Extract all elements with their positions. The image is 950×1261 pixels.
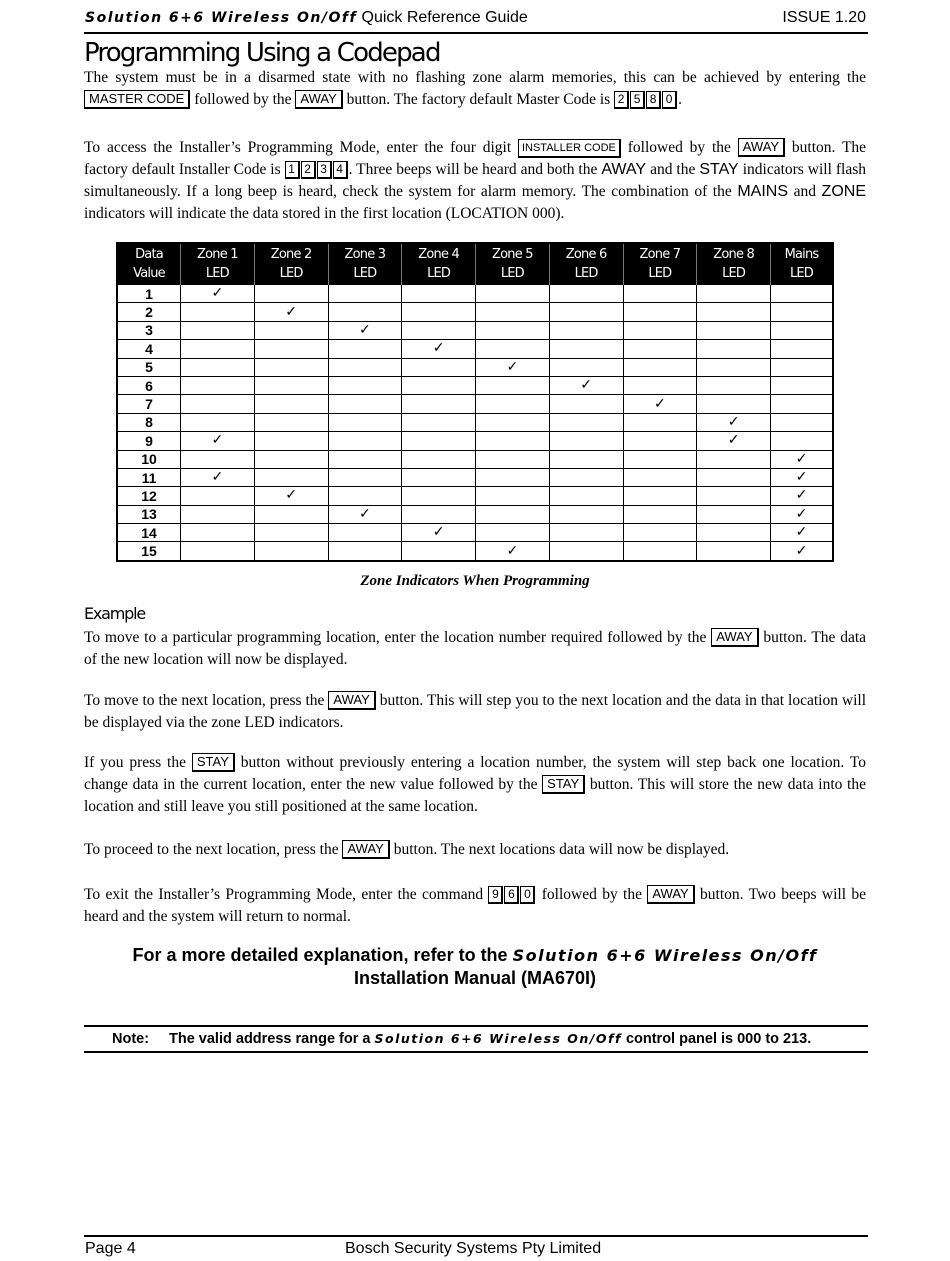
led-cell [476,505,550,523]
led-cell [476,340,550,358]
header-zone-col: Zone 6 LED [549,243,623,285]
check-icon: ✓ [795,470,808,486]
led-cell [549,450,623,468]
led-cell [697,376,771,394]
installer-code-key: INSTALLER CODE [518,139,621,158]
refer-text-b: Installation Manual (MA670I) [353,968,597,988]
header-zone-col: Zone 8 LED [697,243,771,285]
note-text [169,1027,811,1051]
check-icon: ✓ [795,488,808,504]
note-brand: Solution 6+6 Wireless On/Off [374,1031,622,1046]
led-cell [254,395,328,413]
led-cell [254,432,328,450]
p6-text-b: button. The next locations data will now be displayed. [393,841,730,858]
led-cell [402,395,476,413]
led-cell [181,413,255,431]
master-code-key: MASTER CODE [84,90,190,109]
p5-text-b: button without previously entering a location number, the system will step back one location. To change data in the current location, enter the new value followed by the [84,754,866,793]
check-icon: ✓ [506,359,519,375]
led-cell [402,303,476,321]
p7-text-b: followed by the [541,886,642,903]
led-cell [402,285,476,303]
led-cell [476,358,550,376]
data-value-cell: 10 [117,450,181,468]
led-cell [623,524,697,542]
document-page [84,0,868,1260]
installer-digit: 4 [333,161,348,179]
led-cell [254,542,328,561]
led-cell [328,358,402,376]
header-zone-col: Mains LED [771,243,834,285]
p2-text-c: button. The factory default Installer Code is [84,139,867,178]
p2-text-g: and [793,183,816,200]
led-cell [476,487,550,505]
led-cell [402,450,476,468]
note-label: Note: [112,1031,150,1047]
table-row [117,340,833,358]
table-row [117,432,833,450]
led-cell [623,303,697,321]
header-title [85,9,528,27]
check-icon: ✓ [432,525,445,541]
check-icon: ✓ [580,378,592,394]
led-cell [623,468,697,486]
led-cell [549,321,623,339]
led-cell [623,432,697,450]
mains-indicator-label: MAINS [737,183,788,200]
stay-indicator-label: STAY [699,161,739,178]
led-cell [623,505,697,523]
check-icon: ✓ [211,286,224,302]
p2-text-d: . Three beeps will be heard and both the [348,161,598,178]
led-cell [254,285,328,303]
p3-text-a: To move to a particular programming location, enter the location number required followed by the [84,629,707,646]
led-cell [402,376,476,394]
p2-text-f: indicators will flash simultaneously. If a long beep is heard, check the system for alarm memory. The combination of the [84,161,866,200]
table-caption: Zone Indicators When Programming [360,573,590,589]
data-value-cell: 9 [117,432,181,450]
away-key: AWAY [738,138,785,157]
check-icon: ✓ [506,543,519,559]
led-cell [771,358,834,376]
check-icon: ✓ [795,451,808,467]
led-cell [328,450,402,468]
data-value-cell: 5 [117,358,181,376]
header-zone-col: Zone 4 LED [402,243,476,285]
footer-company: Bosch Security Systems Pty Limited [345,1240,602,1257]
paragraph-proceed [84,839,866,861]
led-cell [254,303,328,321]
check-icon: ✓ [727,414,740,430]
paragraph-next-location [84,690,866,734]
paragraph-installer-access [84,137,866,225]
table-row [117,542,833,561]
led-cell [402,505,476,523]
footer-page-number: Page 4 [85,1240,136,1257]
led-cell [623,487,697,505]
refer-text-a: For a more detailed explanation, refer to the [132,945,508,965]
header-zone-col: Zone 3 LED [328,243,402,285]
check-icon: ✓ [795,525,808,541]
led-cell [697,395,771,413]
led-cell [402,413,476,431]
led-cell [402,524,476,542]
led-cell [254,340,328,358]
led-cell [328,487,402,505]
installer-digit: 3 [317,161,332,179]
check-icon: ✓ [285,304,297,320]
led-cell [549,358,623,376]
led-cell [549,285,623,303]
led-cell [697,487,771,505]
led-cell [549,340,623,358]
data-value-cell: 8 [117,413,181,431]
led-cell [697,321,771,339]
check-icon: ✓ [211,470,224,486]
led-cell [476,450,550,468]
table-row [117,524,833,542]
header-brand: Solution 6+6 Wireless On/Off [85,10,358,26]
led-cell [771,468,834,486]
stay-key: STAY [542,775,585,794]
check-icon: ✓ [211,433,224,449]
led-cell [476,542,550,561]
led-cell [181,376,255,394]
check-icon: ✓ [359,506,371,522]
led-cell [623,321,697,339]
note-text-a: The valid address range for a [169,1031,371,1047]
led-cell [549,303,623,321]
table-row [117,395,833,413]
table-row [117,505,833,523]
led-cell [181,340,255,358]
led-cell [697,432,771,450]
led-cell [254,450,328,468]
p2-text-b: followed by the [627,139,731,156]
header-data-value: Data Value [117,243,181,285]
led-cell [771,340,834,358]
led-cell [697,505,771,523]
led-cell [328,376,402,394]
table-row [117,358,833,376]
master-digit: 5 [630,91,645,109]
p7-text-c: button. Two beeps will be heard and the system will return to normal. [84,886,866,925]
check-icon: ✓ [795,543,808,559]
zone-indicator-label: ZONE [821,183,866,200]
installer-digit: 2 [301,161,316,179]
led-cell [549,542,623,561]
led-cell [697,303,771,321]
led-cell [771,321,834,339]
page-header [84,8,868,34]
led-cell [549,505,623,523]
led-cell [181,395,255,413]
header-zone-col: Zone 2 LED [254,243,328,285]
led-cell [254,321,328,339]
data-value-cell: 7 [117,395,181,413]
check-icon: ✓ [727,433,740,449]
led-cell [623,340,697,358]
data-value-cell: 13 [117,505,181,523]
led-cell [254,524,328,542]
led-cell [771,376,834,394]
led-cell [697,542,771,561]
p7-text-a: To exit the Installer’s Programming Mode, enter the command [84,886,484,903]
led-cell [697,524,771,542]
header-zone-col: Zone 1 LED [181,243,255,285]
away-key: AWAY [647,885,694,904]
example-heading: Example [84,604,146,623]
led-cell [254,358,328,376]
p4-text-a: To move to the next location, press the [84,692,325,709]
led-cell [328,303,402,321]
led-cell [771,395,834,413]
away-key: AWAY [711,628,758,647]
led-cell [623,450,697,468]
note-text-b: control panel is 000 to 213. [625,1031,812,1047]
led-cell [771,524,834,542]
led-cell [771,542,834,561]
check-icon: ✓ [654,396,666,412]
led-cell [771,432,834,450]
led-cell [402,468,476,486]
led-cell [328,505,402,523]
p2-text-a: To access the Installer’s Programming Mode, enter the four digit [84,139,512,156]
led-cell [328,321,402,339]
led-cell [181,358,255,376]
led-cell [549,524,623,542]
led-cell [254,376,328,394]
led-cell [476,413,550,431]
led-cell [328,395,402,413]
table-row [117,303,833,321]
led-cell [181,285,255,303]
data-value-cell: 11 [117,468,181,486]
led-cell [771,487,834,505]
stay-key: STAY [192,753,235,772]
p4-text-b: button. This will step you to the next location and the data in that location will be displayed via the zone LED indicators. [84,692,866,731]
led-cell [697,340,771,358]
table-row [117,468,833,486]
page-footer [84,1235,868,1261]
led-cell [328,340,402,358]
p1-text-c: button. The factory default Master Code is [346,91,611,108]
away-key: AWAY [342,840,389,859]
data-value-cell: 3 [117,321,181,339]
led-cell [771,450,834,468]
data-value-cell: 2 [117,303,181,321]
led-cell [697,468,771,486]
away-key: AWAY [328,691,375,710]
led-cell [328,542,402,561]
led-cell [254,468,328,486]
led-cell [549,432,623,450]
led-cell [402,542,476,561]
table-row [117,376,833,394]
header-zone-col: Zone 5 LED [476,243,550,285]
led-cell [254,505,328,523]
led-cell [181,432,255,450]
master-digit: 8 [646,91,661,109]
led-cell [476,303,550,321]
p3-text-b: button. The data of the new location will now be displayed. [84,629,867,668]
led-cell [254,487,328,505]
led-cell [328,432,402,450]
paragraph-disarm [84,67,866,111]
exit-digit: 9 [488,886,503,904]
led-cell [549,376,623,394]
exit-digit: 6 [504,886,519,904]
table-row [117,321,833,339]
led-cell [476,468,550,486]
led-cell [476,524,550,542]
p1-text-a: The system must be in a disarmed state with no flashing zone alarm memories, this can be achieved by entering the [84,69,866,86]
led-cell [328,524,402,542]
led-cell [181,487,255,505]
led-cell [476,285,550,303]
master-digit: 0 [662,91,677,109]
led-cell [623,413,697,431]
led-cell [476,432,550,450]
away-key: AWAY [295,90,342,109]
table-row [117,285,833,303]
paragraph-exit [84,884,866,928]
table-header-row [117,243,833,285]
note-box [84,1025,868,1053]
led-cell [328,285,402,303]
led-cell [181,542,255,561]
check-icon: ✓ [359,322,371,338]
check-icon: ✓ [795,506,808,522]
header-issue: ISSUE 1.20 [782,9,866,26]
header-guide: Quick Reference Guide [361,9,528,26]
check-icon: ✓ [285,488,297,504]
led-cell [697,358,771,376]
p1-text-b: followed by the [194,91,292,108]
led-cell [476,376,550,394]
p6-text-a: To proceed to the next location, press the [84,841,339,858]
led-cell [623,358,697,376]
led-cell [254,413,328,431]
led-cell [771,303,834,321]
p1-text-d: . [678,91,682,108]
led-cell [181,524,255,542]
master-digit: 2 [614,91,629,109]
p5-text-c: button. This will store the new data into the location and still leave you still positioned at the same location. [84,776,866,815]
led-cell [402,340,476,358]
led-cell [623,285,697,303]
led-cell [181,303,255,321]
section-title: Programming Using a Codepad [84,38,440,68]
led-cell [476,321,550,339]
led-cell [181,450,255,468]
data-value-cell: 15 [117,542,181,561]
led-cell [549,468,623,486]
away-indicator-label: AWAY [601,161,647,178]
led-cell [623,376,697,394]
paragraph-move-location [84,627,866,671]
header-zone-col: Zone 7 LED [623,243,697,285]
led-cell [328,468,402,486]
table-row [117,413,833,431]
refer-to-manual [84,944,866,990]
exit-digit: 0 [520,886,535,904]
p2-text-h: indicators will indicate the data stored in the first location (LOCATION 000). [84,205,565,222]
zone-indicator-table [116,242,834,562]
led-cell [771,413,834,431]
p5-text-a: If you press the [84,754,186,771]
data-value-cell: 14 [117,524,181,542]
data-value-cell: 1 [117,285,181,303]
installer-digit: 1 [285,161,300,179]
refer-brand: Solution 6+6 Wireless On/Off [512,946,818,965]
led-cell [402,358,476,376]
led-cell [697,285,771,303]
led-cell [771,505,834,523]
led-cell [549,487,623,505]
led-cell [771,285,834,303]
led-cell [402,432,476,450]
led-cell [402,321,476,339]
table-row [117,487,833,505]
data-value-cell: 4 [117,340,181,358]
led-cell [181,321,255,339]
led-cell [549,395,623,413]
led-cell [328,413,402,431]
data-value-cell: 6 [117,376,181,394]
paragraph-change-data [84,752,866,818]
led-cell [549,413,623,431]
led-cell [476,395,550,413]
led-cell [181,505,255,523]
led-cell [402,487,476,505]
check-icon: ✓ [432,341,445,357]
table-body [117,285,833,561]
led-cell [181,468,255,486]
led-cell [697,450,771,468]
p2-text-e: and the [650,161,696,178]
led-cell [623,395,697,413]
table-row [117,450,833,468]
led-cell [697,413,771,431]
led-cell [623,542,697,561]
data-value-cell: 12 [117,487,181,505]
